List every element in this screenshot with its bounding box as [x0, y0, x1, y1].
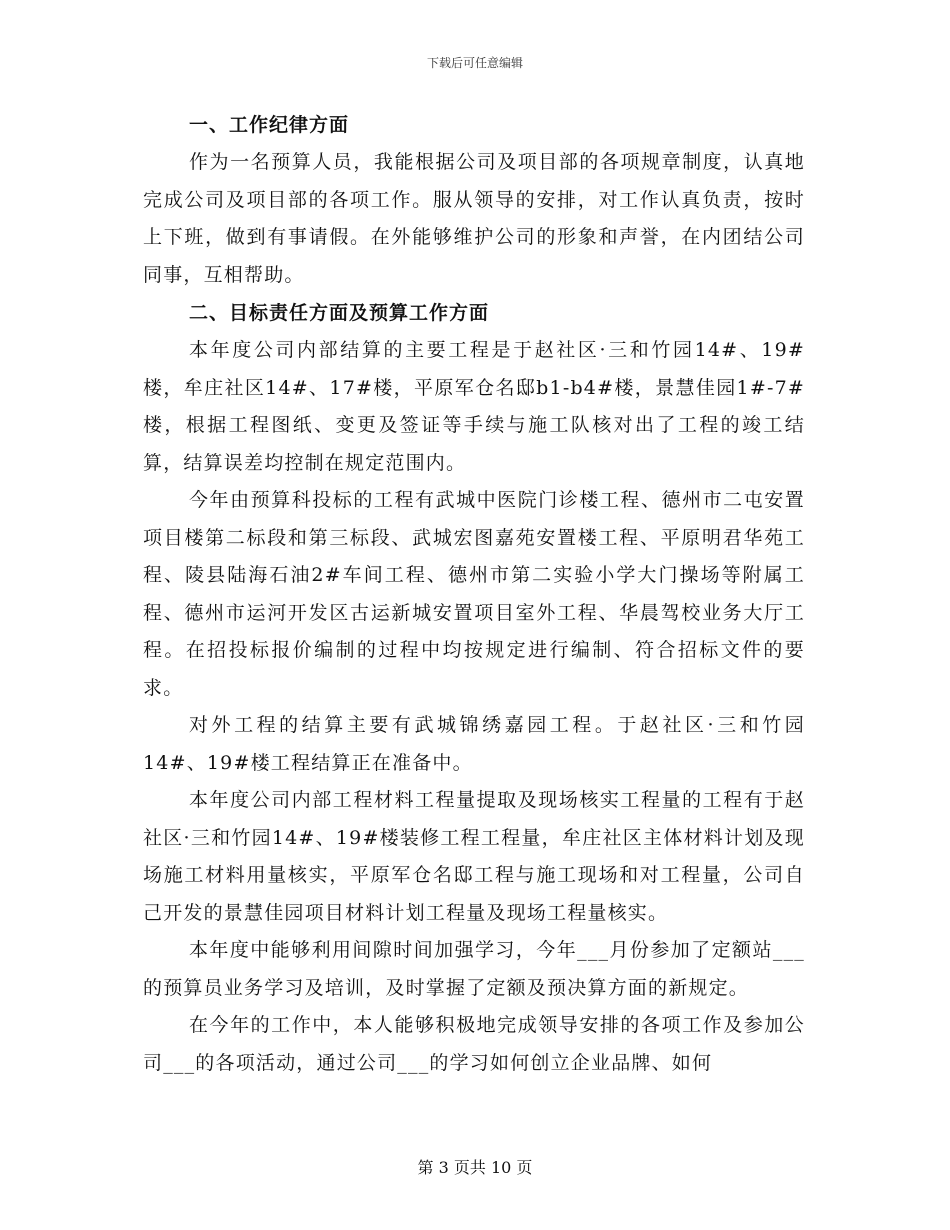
- paragraph: 本年度中能够利用间隙时间加强学习，今年___月份参加了定额站___的预算员业务学习及培训，及时掌握了定额及预决算方面的新规定。: [143, 939, 805, 999]
- paragraph: 对外工程的结算主要有武城锦绣嘉园工程。于赵社区·三和竹园14#、19#楼工程结算正在准备中。: [143, 714, 805, 774]
- paragraph: 在今年的工作中，本人能够积极地完成领导安排的各项工作及参加公司___的各项活动，通过公司___的学习如何创立企业品牌、如何: [143, 1014, 805, 1074]
- paragraph: 本年度公司内部结算的主要工程是于赵社区·三和竹园14#、19#楼，牟庄社区14#、17#楼，平原军仓名邸b1-b4#楼，景慧佳园1#-7#楼，根据工程图纸、变更及签证等手续与施工队核对出了工程的竣工结算，结算误差均控制在规定范围内。: [143, 339, 805, 474]
- page-number-footer: 第 3 页共 10 页: [417, 1158, 533, 1177]
- paragraph: 今年由预算科投标的工程有武城中医院门诊楼工程、德州市二屯安置项目楼第二标段和第三标段、武城宏图嘉苑安置楼工程、平原明君华苑工程、陵县陆海石油2#车间工程、德州市第二实验小学大门操场等附属工程、德州市运河开发区古运新城安置项目室外工程、华晨驾校业务大厅工程。在招投标报价编制的过程中均按规定进行编制、符合招标文件的要求。: [143, 489, 805, 699]
- section-heading-responsibility: 二、目标责任方面及预算工作方面: [189, 302, 490, 324]
- header-note: 下载后可任意编辑: [426, 56, 523, 70]
- section-heading-discipline: 一、工作纪律方面: [189, 114, 350, 136]
- document-body: [143, 106, 805, 1082]
- paragraph: 作为一名预算人员，我能根据公司及项目部的各项规章制度，认真地完成公司及项目部的各项工作。服从领导的安排，对工作认真负责，按时上下班，做到有事请假。在外能够维护公司的形象和声誉，在内团结公司同事，互相帮助。: [143, 151, 805, 286]
- paragraph: 本年度公司内部工程材料工程量提取及现场核实工程量的工程有于赵社区·三和竹园14#、19#楼装修工程工程量，牟庄社区主体材料计划及现场施工材料用量核实，平原军仓名邸工程与施工现场和对工程量，公司自己开发的景慧佳园项目材料计划工程量及现场工程量核实。: [143, 789, 805, 924]
